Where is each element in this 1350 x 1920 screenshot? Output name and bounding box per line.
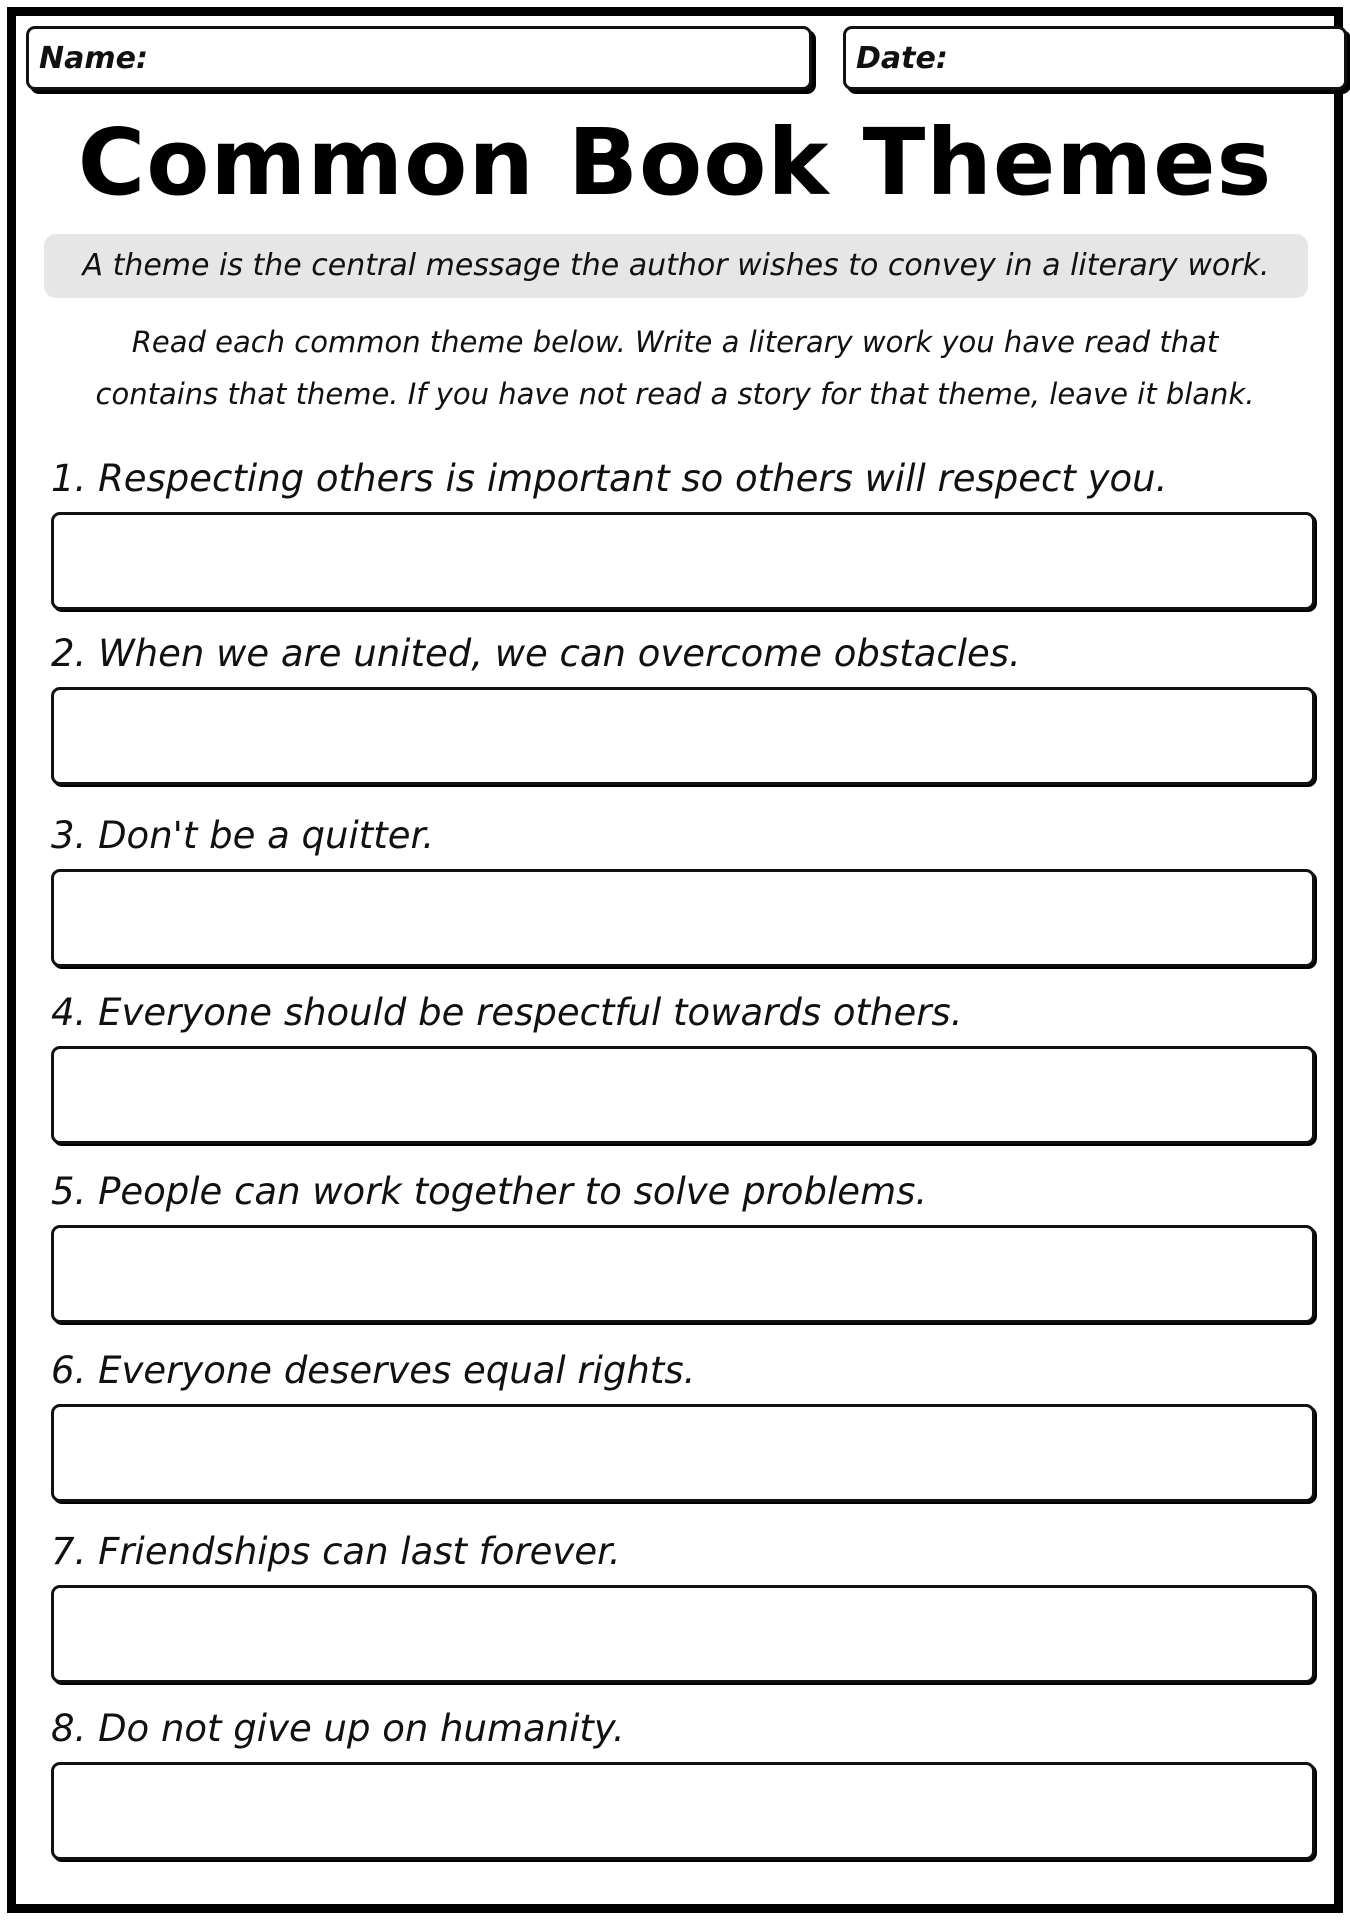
theme-text: 4. Everyone should be respectful towards others. [51, 991, 963, 1034]
theme-text: 6. Everyone deserves equal rights. [51, 1349, 696, 1392]
answer-box-6[interactable] [51, 1404, 1315, 1502]
worksheet-page [7, 7, 1343, 1913]
answer-box-5[interactable] [51, 1225, 1315, 1323]
name-label: Name: [39, 41, 148, 76]
theme-text: 3. Don't be a quitter. [51, 814, 435, 857]
answer-box-4[interactable] [51, 1046, 1315, 1144]
theme-text: 7. Friendships can last forever. [51, 1530, 621, 1573]
date-label: Date: [856, 41, 948, 76]
theme-text: 5. People can work together to solve problems. [51, 1170, 928, 1213]
theme-text: 1. Respecting others is important so others will respect you. [51, 457, 1168, 500]
instructions-line-2: contains that theme. If you have not read a story for that theme, leave it blank. [95, 377, 1255, 411]
answer-box-7[interactable] [51, 1585, 1315, 1683]
date-field[interactable] [843, 26, 1347, 90]
answer-box-8[interactable] [51, 1762, 1315, 1860]
instructions-line-1: Read each common theme below. Write a literary work you have read that [131, 325, 1219, 359]
answer-box-2[interactable] [51, 687, 1315, 785]
answer-box-1[interactable] [51, 512, 1315, 610]
page-title: Common Book Themes [77, 109, 1273, 216]
theme-text: 2. When we are united, we can overcome obstacles. [51, 632, 1021, 675]
answer-box-3[interactable] [51, 869, 1315, 967]
instructions [26, 316, 1324, 420]
theme-text: 8. Do not give up on humanity. [51, 1707, 625, 1750]
name-field[interactable] [26, 26, 812, 90]
theme-definition: A theme is the central message the author wishes to convey in a literary work. [44, 234, 1308, 298]
